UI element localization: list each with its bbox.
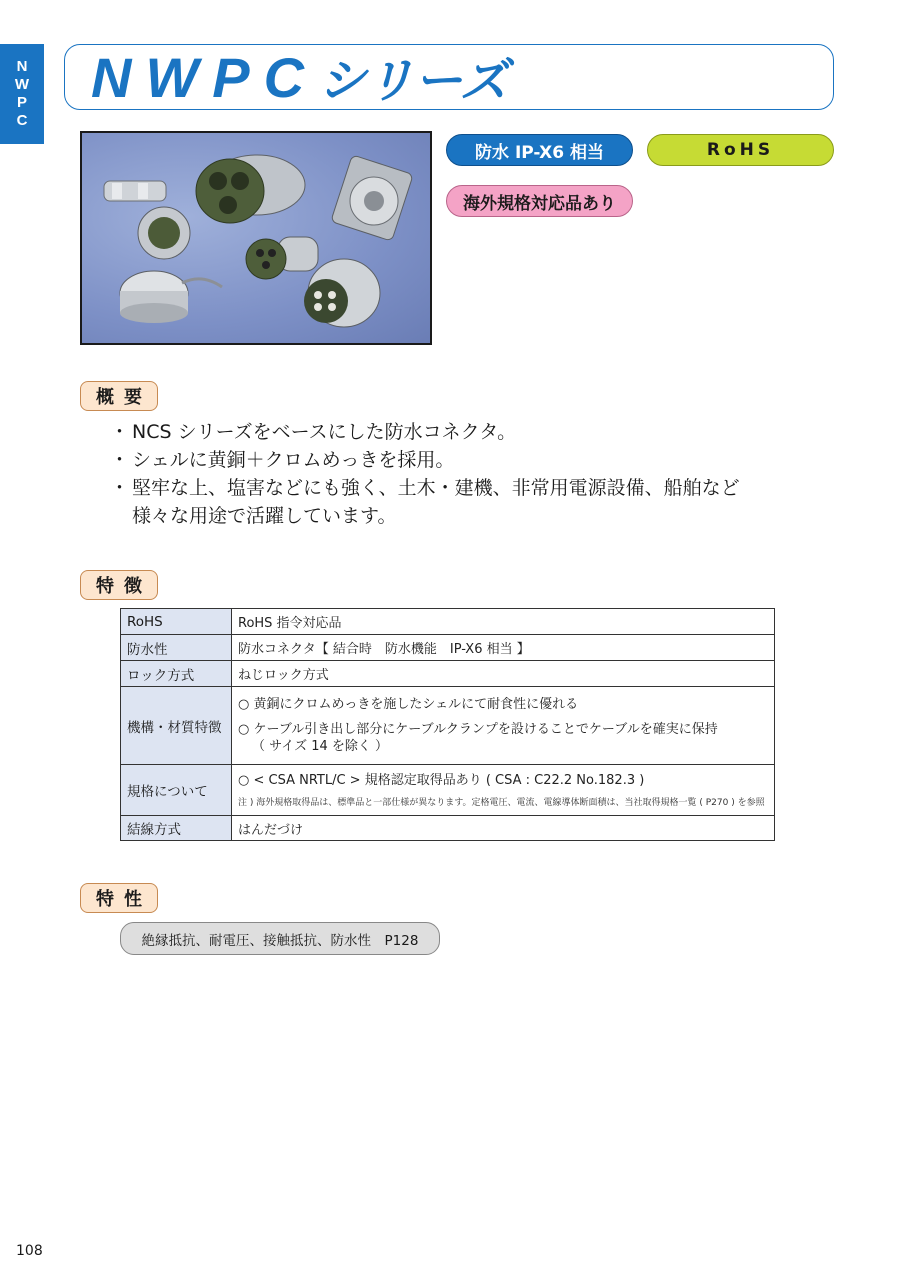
row-value: はんだづけ [232,816,775,841]
page-number: 108 [16,1243,43,1259]
list-item: ・ 堅牢な上、塩害などにも強く、土木・建機、非常用電源設備、船舶など 様々な用途で活躍しています。 [110,474,772,530]
feature-line: （ サイズ 14 を除く ） [252,739,389,754]
title-kana: シリーズ [318,55,508,108]
title-latin: NWPC [91,46,319,109]
characteristics-reference: 絶縁抵抗、耐電圧、接触抵抗、防水性 P128 [120,922,440,955]
list-item: ・ NCS シリーズをベースにした防水コネクタ。 [110,418,772,446]
row-key: 機構・材質特徴 [121,687,232,765]
pin-plug-image [304,259,380,327]
series-side-tab [0,44,44,144]
rohs-badge: RoHS [647,134,834,166]
title-box [64,44,834,110]
table-row [121,687,775,765]
side-tab-letter: N [16,58,28,75]
side-tab-letter: P [16,94,27,111]
middle-connector-image [246,237,318,279]
row-value: ねじロック方式 [232,661,775,687]
overview-heading: 概要 [80,381,158,411]
table-row [121,635,775,661]
row-key: 規格について [121,765,232,816]
feature-line: ○ 黄銅にクロムめっきを施したシェルにて耐食性に優れる [238,697,579,712]
connector-illustration [82,133,430,343]
feature-line: ○ ケーブル引き出し部分にケーブルクランプを設けることでケーブルを確実に保持 [238,722,718,737]
side-tab-letter: W [14,76,30,93]
standards-note: 注 ) 海外規格取得品は、標準品と一部仕様が異なります。定格電圧、電流、電線導体断面積は、当社取得規格一覧 ( P270 ) を参照 [238,798,765,808]
table-row [121,765,775,816]
side-tab-letter: C [16,112,28,129]
table-row [121,816,775,841]
features-table [120,608,775,841]
row-value [232,765,775,816]
table-row [121,609,775,635]
row-key: RoHS [121,609,232,635]
row-key: 結線方式 [121,816,232,841]
feature-line: ○ < CSA NRTL/C > 規格認定取得品あり ( CSA : C22.2 No.182.3 ) [238,773,645,788]
product-photo [80,131,432,345]
small-plug-image [104,181,166,201]
row-key: 防水性 [121,635,232,661]
overview-list [110,418,772,530]
waterproof-badge: 防水 IP-X6 相当 [446,134,633,166]
row-value: 防水コネクタ【 結合時 防水機能 IP-X6 相当 】 [232,635,775,661]
large-connector-image [196,155,305,223]
characteristics-heading: 特性 [80,883,158,913]
page-title [91,45,508,115]
table-row [121,661,775,687]
square-receptacle-image [331,155,413,241]
round-receptacle-image [138,207,190,259]
list-item: ・ シェルに黄銅＋クロムめっきを採用。 [110,446,772,474]
row-value: RoHS 指令対応品 [232,609,775,635]
row-value [232,687,775,765]
features-heading: 特徴 [80,570,158,600]
cap-image [120,271,222,323]
row-key: ロック方式 [121,661,232,687]
overseas-standard-badge: 海外規格対応品あり [446,185,633,217]
